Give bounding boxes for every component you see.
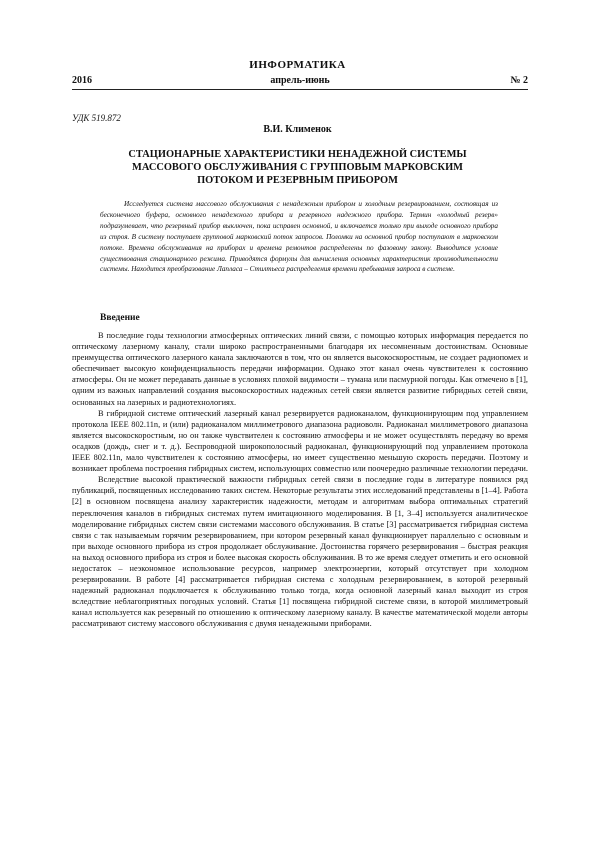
body-paragraph: В гибридной системе оптический лазерный канал резервируется радиоканалом, функционирующим под управлением протокола IEEE 802.11n, и (или) радиоканалом миллиметрового диапазона радиоволн. Радиоканал миллиметрового диапазона является высокоскоростным, но он также чувствителен к состоянию атмосферы и не может осуществлять передачу во время осадков (дождь, снег и т. д.). Беспроводной широкополосный радиоканал, функционирующий под управлением протокола IEEE 802.11n, мало чувствителен к состоянию атмосферы, но имеет существенно меньшую скорость передачи. Поэтому и возникает проблема построения гибридных систем, использующих совместно или поочередно различные технологии передачи. (72, 408, 528, 474)
article-body (72, 330, 528, 630)
body-paragraph: Вследствие высокой практической важности гибридных сетей связи в последние годы в литературе появился ряд публикаций, посвященных исследованию таких систем. Некоторые результаты этих исследований представлены в [1–4]. Работа [2] в основном посвящена анализу характеристик надежности, методам и алгоритмам выбора оптимальных стратегий переключения каналов в гибридных системах путем имитационного моделирования. В [1, 3–4] используется аналитическое моделирование гибридных систем связи системами массового обслуживания. В статье [3] рассматривается гибридная система связи с так называемым горячим резервированием, при котором резервный канал функционирует параллельно с основным и при выходе основного прибора из строя продолжает обслуживание. Достоинства горячего резервирования – быстрая реакция на выход основного прибора из строя и более высокая скорость обслуживания. В то же время следует отметить и его основной недостаток – неэкономное использование ресурсов, например электроэнергии, который отсутствует при холодном резервировании. В работе [4] рассматривается гибридная система с холодным резервированием, в которой резервный надежный радиоканал подключается к обслуживанию только тогда, когда основной лазерный канал выходит из строя вследствие неблагоприятных погодных условий. Статья [1] посвящена гибридной системе связи, в которой миллиметровый канал используется как резервный по отношению к оптическому лазерному каналу. В качестве математической модели авторы рассматривают систему массового обслуживания с двумя ненадежными приборами. (72, 475, 528, 629)
udc-code: УДК 519.872 (72, 113, 121, 123)
article-abstract: Исследуется система массового обслуживания с ненадежным прибором и холодным резервированием, состоящая из бесконечного буфера, основного ненадежного прибора и резервного надежного прибора. Термин «холодный резерв» подразумевает, что резервный прибор выключен, пока исправен основной, и включается только при выходе основного прибора из строя. В систему поступает групповой марковский поток запросов. Поломки на основной прибор поступают в марковском потоке. Времена обслуживания на приборах и времена ремонтов распределены по фазовому закону. Выводится условие существования стационарного режима. Приводятся формулы для вычисления основных характеристик производительности системы. Находится преобразование Лапласа – Стилтьеса распределения времени пребывания запроса в системе. (100, 200, 498, 274)
body-paragraph: В последние годы технологии атмосферных оптических линий связи, с помощью которых информация передается по оптическому лазерному каналу, стали широко распространенными благодаря их несомненным достоинствам. Основные преимущества оптического лазерного канала заключаются в том, что он является высокоскоростным, не создает радиопомех и обеспечивает высокую конфиденциальность передачи информации. Однако этот канал очень чувствителен к состоянию атмосферы. Он не может передавать данные в условиях плохой видимости – тумана или пасмурной погоды. Как отмечено в [1], одним из важных направлений создания высокоскоростных надежных сетей связи является развитие гибридных сетей связи, основанных на лазерных и радиотехнологиях. (72, 331, 528, 407)
article-title: СТАЦИОНАРНЫЕ ХАРАКТЕРИСТИКИ НЕНАДЕЖНОЙ СИСТЕМЫ МАССОВОГО ОБСЛУЖИВАНИЯ С ГРУППОВЫМ МАРКОВСКИМ ПОТОКОМ И РЕЗЕРВНЫМ ПРИБОРОМ (128, 149, 467, 186)
issue-year: 2016 (72, 75, 92, 86)
issue-number: № 2 (510, 75, 528, 86)
journal-name: ИНФОРМАТИКА (249, 59, 346, 71)
section-heading: Введение (100, 313, 140, 323)
running-header (72, 75, 528, 89)
issue-period: апрель-июнь (270, 75, 330, 86)
article-author: В.И. Клименок (263, 124, 332, 135)
header-rule (72, 89, 528, 90)
